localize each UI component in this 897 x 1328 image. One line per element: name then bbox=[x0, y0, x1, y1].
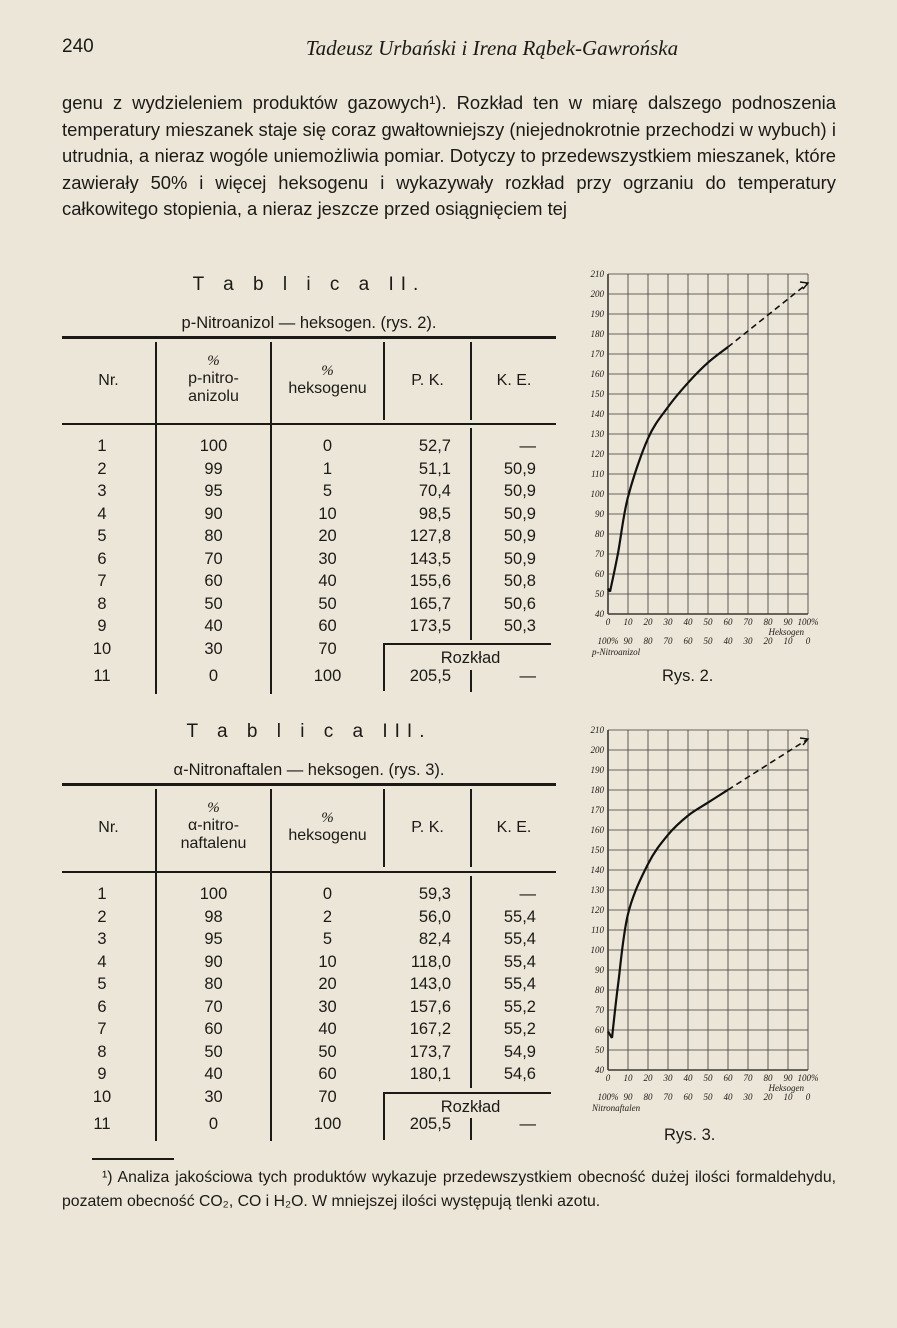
table-cell-nr: 6 bbox=[97, 997, 107, 1016]
arrow-head bbox=[800, 738, 808, 745]
table-cell-a: 30 bbox=[204, 639, 223, 658]
x-axis-label: Heksogen bbox=[768, 1083, 804, 1093]
table-cell-ke: 54,6 bbox=[503, 1065, 536, 1083]
x-tick-label: 100% bbox=[797, 617, 819, 627]
header-col-a-line1: α-nitro- bbox=[187, 817, 240, 834]
table-top-rule bbox=[62, 336, 556, 339]
table-top-rule bbox=[62, 783, 556, 786]
x-tick-label: 30 bbox=[663, 1073, 673, 1083]
table-subtitle: p-Nitroanizol — heksogen. (rys. 2). bbox=[181, 314, 437, 332]
table-cell-b: 40 bbox=[318, 1020, 337, 1038]
x-tick-label-second: 80 bbox=[643, 1092, 653, 1102]
table-cell-nr: 5 bbox=[97, 975, 107, 993]
decomposition-rule bbox=[383, 1092, 551, 1094]
table-cell-nr: 5 bbox=[97, 527, 107, 545]
x-tick-label: 0 bbox=[605, 1073, 611, 1083]
table-header-rule bbox=[62, 423, 556, 425]
table-cell-a: 100 bbox=[199, 437, 228, 455]
table-cell-b: 20 bbox=[318, 527, 337, 545]
table-cell-nr: 6 bbox=[97, 549, 107, 568]
x-tick-label-second: 100% bbox=[597, 636, 619, 646]
x-tick-label-second: 60 bbox=[683, 636, 693, 646]
table-cell-pk: 157,6 bbox=[409, 997, 451, 1016]
table-cell-pk: 165,7 bbox=[409, 594, 451, 613]
x-tick-label-second: 30 bbox=[743, 636, 753, 646]
x-axis-label-second: Nitronaftalen bbox=[592, 1103, 641, 1113]
table-cell-a: 90 bbox=[204, 504, 223, 523]
x-axis-label: Heksogen bbox=[768, 627, 804, 637]
table-cell-ke: 50,9 bbox=[503, 459, 536, 478]
header-nr: Nr. bbox=[98, 819, 119, 836]
page-number: 240 bbox=[62, 36, 94, 57]
chart-rys-2 bbox=[574, 262, 838, 662]
table-cell-pk: 205,5 bbox=[409, 1114, 451, 1133]
decomposition-rule bbox=[383, 643, 551, 645]
y-tick-label: 60 bbox=[595, 1025, 604, 1035]
y-tick-label: 40 bbox=[595, 609, 604, 619]
table-cell-pk: 173,7 bbox=[409, 1042, 451, 1061]
percent-sign: % bbox=[207, 353, 220, 369]
x-tick-label-second: 40 bbox=[723, 636, 733, 646]
x-tick-label: 80 bbox=[763, 1073, 773, 1083]
table-cell-b: 30 bbox=[318, 997, 337, 1016]
y-tick-label: 180 bbox=[590, 329, 604, 339]
table-cell-pk: 59,3 bbox=[418, 885, 451, 903]
footnote: ¹) Analiza jakościowa tych produktów wykazuje przedewszystkiem obecność dużej ilości formaldehydu, pozatem obecność CO₂, CO i H₂O. W mniejszej ilości występują tlenki azotu. bbox=[62, 1169, 836, 1210]
table-cell-b: 60 bbox=[318, 617, 337, 635]
table-cell-a: 95 bbox=[204, 930, 223, 948]
table-cell-b: 50 bbox=[318, 594, 337, 613]
table-cell-b: 30 bbox=[318, 549, 337, 568]
header-col-b bbox=[272, 809, 383, 845]
table-cell-pk: 127,8 bbox=[409, 527, 451, 545]
header-pk: P. K. bbox=[411, 819, 444, 836]
x-tick-label: 60 bbox=[723, 617, 733, 627]
table-cell-nr: 3 bbox=[97, 930, 107, 948]
y-tick-label: 50 bbox=[595, 1045, 604, 1055]
table-cell-pk: 173,5 bbox=[409, 617, 451, 635]
table-cell-a: 80 bbox=[204, 527, 223, 545]
y-tick-label: 120 bbox=[590, 905, 604, 915]
table-cell-ke: 55,2 bbox=[503, 1020, 536, 1038]
table-cell-a: 70 bbox=[204, 549, 223, 568]
table-subtitle: α-Nitronaftalen — heksogen. (rys. 3). bbox=[173, 761, 445, 779]
table-cell-b: 10 bbox=[318, 952, 337, 971]
table-cell-b: 20 bbox=[318, 975, 337, 993]
y-tick-label: 160 bbox=[590, 825, 604, 835]
table-cell-a: 99 bbox=[204, 459, 223, 478]
x-tick-label-second: 40 bbox=[723, 1092, 733, 1102]
table-cell-b: 50 bbox=[318, 1042, 337, 1061]
table-cell-a: 80 bbox=[204, 975, 223, 993]
x-tick-label: 0 bbox=[605, 617, 611, 627]
page-header bbox=[62, 36, 838, 64]
x-axis-label-second: p-Nitroanizol bbox=[592, 647, 641, 657]
table-cell-a: 60 bbox=[204, 1020, 223, 1038]
table-cell-nr: 1 bbox=[97, 885, 107, 903]
x-tick-label-second: 20 bbox=[763, 636, 773, 646]
table-cell-nr: 9 bbox=[97, 617, 107, 635]
y-tick-label: 190 bbox=[590, 309, 604, 319]
x-tick-label-second: 0 bbox=[805, 1092, 811, 1102]
table-cell-pk: 52,7 bbox=[418, 437, 451, 455]
y-tick-label: 130 bbox=[590, 429, 604, 439]
y-tick-label: 100 bbox=[590, 489, 604, 499]
x-tick-label: 90 bbox=[783, 1073, 793, 1083]
table-cell-nr: 11 bbox=[93, 666, 111, 685]
y-tick-label: 200 bbox=[590, 745, 604, 755]
table-cell-b: 10 bbox=[318, 504, 337, 523]
y-tick-label: 150 bbox=[590, 389, 604, 399]
table-cell-a: 30 bbox=[204, 1087, 223, 1106]
table-cell-a: 0 bbox=[208, 1114, 219, 1133]
y-tick-label: 170 bbox=[590, 805, 604, 815]
table-cell-b: 100 bbox=[313, 1114, 342, 1133]
footnote-rule bbox=[92, 1158, 174, 1160]
running-title: Tadeusz Urbański i Irena Rąbek-Gawrońska bbox=[305, 36, 679, 60]
y-tick-label: 90 bbox=[595, 965, 604, 975]
table-cell-pk: 155,6 bbox=[409, 572, 451, 590]
table-cell-a: 60 bbox=[204, 572, 223, 590]
header-nr: Nr. bbox=[98, 372, 119, 389]
x-tick-label-second: 60 bbox=[683, 1092, 693, 1102]
table-cell-b: 2 bbox=[322, 907, 333, 926]
header-col-a bbox=[157, 799, 270, 853]
table-cell-nr: 4 bbox=[97, 504, 107, 523]
x-tick-label: 70 bbox=[743, 1073, 753, 1083]
percent-sign: % bbox=[207, 800, 220, 816]
table-header-rule bbox=[62, 871, 556, 873]
y-tick-label: 80 bbox=[595, 985, 604, 995]
y-tick-label: 160 bbox=[590, 369, 604, 379]
table-cell-nr: 7 bbox=[97, 572, 107, 590]
table-cell-ke: 55,4 bbox=[503, 975, 536, 993]
table-cell-pk: 56,0 bbox=[418, 907, 451, 926]
x-tick-label-second: 30 bbox=[743, 1092, 753, 1102]
y-tick-label: 120 bbox=[590, 449, 604, 459]
body-paragraph: genu z wydzieleniem produktów gazowych¹). Rozkład ten w miarę dalszego podnoszenia temperatury mieszanek staje się coraz gwałtowniejszy (niejednokrotnie przechodzi w wybuch) i utrudnia, a nieraz wogóle uniemożliwia pomiar. Dotyczy to przedewszystkiem mieszanek, które zawierały 50% i więcej heksogenu i wykazywały rozkład przy ogrzaniu do temperatury całkowitego stopienia, a nieraz jeszcze przed osiągnięciem tej bbox=[62, 92, 836, 220]
table-cell-nr: 10 bbox=[92, 639, 112, 658]
table-cell-b: 5 bbox=[322, 930, 333, 948]
table-cell-ke: 50,9 bbox=[503, 527, 536, 545]
x-tick-label: 80 bbox=[763, 617, 773, 627]
x-tick-label-second: 90 bbox=[623, 636, 633, 646]
table-cell-nr: 3 bbox=[97, 482, 107, 500]
table-cell-ke: 54,9 bbox=[503, 1042, 536, 1061]
x-tick-label: 10 bbox=[623, 1073, 633, 1083]
table-cell-a: 0 bbox=[208, 666, 219, 685]
x-tick-label: 50 bbox=[703, 1073, 713, 1083]
y-tick-label: 80 bbox=[595, 529, 604, 539]
table-cell-a: 95 bbox=[204, 482, 223, 500]
table-cell-nr: 9 bbox=[97, 1065, 107, 1083]
header-col-b bbox=[272, 362, 383, 398]
chart-rys-3 bbox=[574, 718, 838, 1120]
table-cell-nr: 1 bbox=[97, 437, 107, 455]
table-cell-ke: — bbox=[519, 666, 536, 685]
y-tick-label: 90 bbox=[595, 509, 604, 519]
table-cell-b: 70 bbox=[318, 1087, 337, 1106]
table-title: T a b l i c a III. bbox=[186, 721, 432, 742]
x-tick-label-second: 50 bbox=[703, 1092, 713, 1102]
header-ke: K. E. bbox=[496, 819, 532, 836]
table-cell-ke: — bbox=[519, 437, 536, 455]
x-tick-label: 50 bbox=[703, 617, 713, 627]
table-cell-a: 50 bbox=[204, 594, 223, 613]
header-pk: P. K. bbox=[411, 372, 444, 389]
header-col-b-label: heksogenu bbox=[288, 380, 367, 397]
table-cell-pk: 167,2 bbox=[409, 1020, 451, 1038]
x-tick-label-second: 0 bbox=[805, 636, 811, 646]
table-cell-pk: 205,5 bbox=[409, 666, 451, 685]
table-title: T a b l i c a II. bbox=[192, 274, 426, 295]
table-cell-nr: 2 bbox=[97, 907, 107, 926]
figure-caption: Rys. 2. bbox=[662, 667, 714, 685]
table-cell-ke: 55,2 bbox=[503, 997, 536, 1016]
table-cell-b: 1 bbox=[322, 459, 333, 478]
table-cell-nr: 2 bbox=[97, 459, 107, 478]
table-cell-nr: 7 bbox=[97, 1020, 107, 1038]
table-cell-b: 100 bbox=[313, 666, 342, 685]
table-cell-a: 90 bbox=[204, 952, 223, 971]
table-cell-pk: 70,4 bbox=[418, 482, 451, 500]
x-tick-label-second: 70 bbox=[663, 1092, 673, 1102]
table-cell-b: 60 bbox=[318, 1065, 337, 1083]
x-tick-label-second: 70 bbox=[663, 636, 673, 646]
table-cell-b: 0 bbox=[322, 437, 333, 455]
x-tick-label: 10 bbox=[623, 617, 633, 627]
y-tick-label: 180 bbox=[590, 785, 604, 795]
table-cell-a: 100 bbox=[199, 885, 228, 903]
x-tick-label-second: 50 bbox=[703, 636, 713, 646]
table-cell-pk: 82,4 bbox=[418, 930, 451, 948]
y-tick-label: 190 bbox=[590, 765, 604, 775]
table-cell-pk: 98,5 bbox=[418, 504, 451, 523]
table-cell-ke: 50,8 bbox=[503, 572, 536, 590]
header-col-a-line2: naftalenu bbox=[180, 835, 247, 852]
table-cell-ke: — bbox=[519, 1114, 536, 1133]
y-tick-label: 50 bbox=[595, 589, 604, 599]
y-tick-label: 60 bbox=[595, 569, 604, 579]
table-cell-ke: 50,9 bbox=[503, 549, 536, 568]
table-cell-ke: — bbox=[519, 885, 536, 903]
table-cell-nr: 11 bbox=[93, 1114, 111, 1133]
decomposition-label: Rozkład bbox=[440, 649, 501, 667]
x-tick-label: 20 bbox=[643, 617, 653, 627]
x-tick-label: 20 bbox=[643, 1073, 653, 1083]
table-cell-ke: 50,6 bbox=[503, 594, 536, 613]
header-col-b-label: heksogenu bbox=[288, 827, 367, 844]
header-col-a bbox=[157, 352, 270, 406]
y-tick-label: 210 bbox=[590, 725, 604, 735]
table-cell-b: 40 bbox=[318, 572, 337, 590]
table-cell-b: 5 bbox=[322, 482, 333, 500]
table-cell-a: 50 bbox=[204, 1042, 223, 1061]
y-tick-label: 130 bbox=[590, 885, 604, 895]
table-cell-pk: 180,1 bbox=[409, 1065, 451, 1083]
x-tick-label: 40 bbox=[683, 617, 693, 627]
x-tick-label-second: 10 bbox=[783, 1092, 793, 1102]
y-tick-label: 200 bbox=[590, 289, 604, 299]
table-cell-a: 98 bbox=[204, 907, 223, 926]
x-tick-label: 90 bbox=[783, 617, 793, 627]
series-line-solid bbox=[612, 790, 728, 1038]
x-tick-label: 70 bbox=[743, 617, 753, 627]
y-tick-label: 140 bbox=[590, 865, 604, 875]
table-cell-ke: 55,4 bbox=[503, 930, 536, 948]
x-tick-label-second: 100% bbox=[597, 1092, 619, 1102]
x-tick-label: 100% bbox=[797, 1073, 819, 1083]
table-cell-a: 40 bbox=[204, 1065, 223, 1083]
y-tick-label: 150 bbox=[590, 845, 604, 855]
x-tick-label: 40 bbox=[683, 1073, 693, 1083]
header-col-a-line1: p-nitro- bbox=[188, 370, 239, 387]
table-cell-nr: 8 bbox=[97, 594, 107, 613]
y-tick-label: 70 bbox=[595, 549, 604, 559]
y-tick-label: 100 bbox=[590, 945, 604, 955]
table-cell-pk: 143,5 bbox=[409, 549, 451, 568]
x-tick-label-second: 20 bbox=[763, 1092, 773, 1102]
header-col-a-line2: anizolu bbox=[188, 388, 239, 405]
table-cell-a: 40 bbox=[204, 617, 223, 635]
table-cell-b: 0 bbox=[322, 885, 333, 903]
x-tick-label: 60 bbox=[723, 1073, 733, 1083]
table-cell-a: 70 bbox=[204, 997, 223, 1016]
table-cell-ke: 55,4 bbox=[503, 907, 536, 926]
table-cell-ke: 50,9 bbox=[503, 504, 536, 523]
x-tick-label: 30 bbox=[663, 617, 673, 627]
figure-caption: Rys. 3. bbox=[664, 1126, 716, 1144]
table-cell-nr: 8 bbox=[97, 1042, 107, 1061]
table-cell-pk: 143,0 bbox=[409, 975, 451, 993]
y-tick-label: 140 bbox=[590, 409, 604, 419]
y-tick-label: 210 bbox=[590, 269, 604, 279]
y-tick-label: 110 bbox=[591, 469, 604, 479]
percent-sign: % bbox=[321, 810, 334, 826]
decomposition-label: Rozkład bbox=[440, 1098, 501, 1116]
y-tick-label: 170 bbox=[590, 349, 604, 359]
percent-sign: % bbox=[321, 363, 334, 379]
x-tick-label-second: 10 bbox=[783, 636, 793, 646]
table-cell-nr: 10 bbox=[92, 1087, 112, 1106]
table-cell-pk: 51,1 bbox=[418, 459, 451, 478]
table-cell-b: 70 bbox=[318, 639, 337, 658]
y-tick-label: 40 bbox=[595, 1065, 604, 1075]
x-tick-label-second: 90 bbox=[623, 1092, 633, 1102]
header-ke: K. E. bbox=[496, 372, 532, 389]
table-cell-nr: 4 bbox=[97, 952, 107, 971]
table-cell-ke: 50,9 bbox=[503, 482, 536, 500]
table-cell-pk: 118,0 bbox=[410, 952, 451, 971]
table-cell-ke: 50,3 bbox=[503, 617, 536, 635]
y-tick-label: 110 bbox=[591, 925, 604, 935]
x-tick-label-second: 80 bbox=[643, 636, 653, 646]
y-tick-label: 70 bbox=[595, 1005, 604, 1015]
table-cell-ke: 55,4 bbox=[503, 952, 536, 971]
